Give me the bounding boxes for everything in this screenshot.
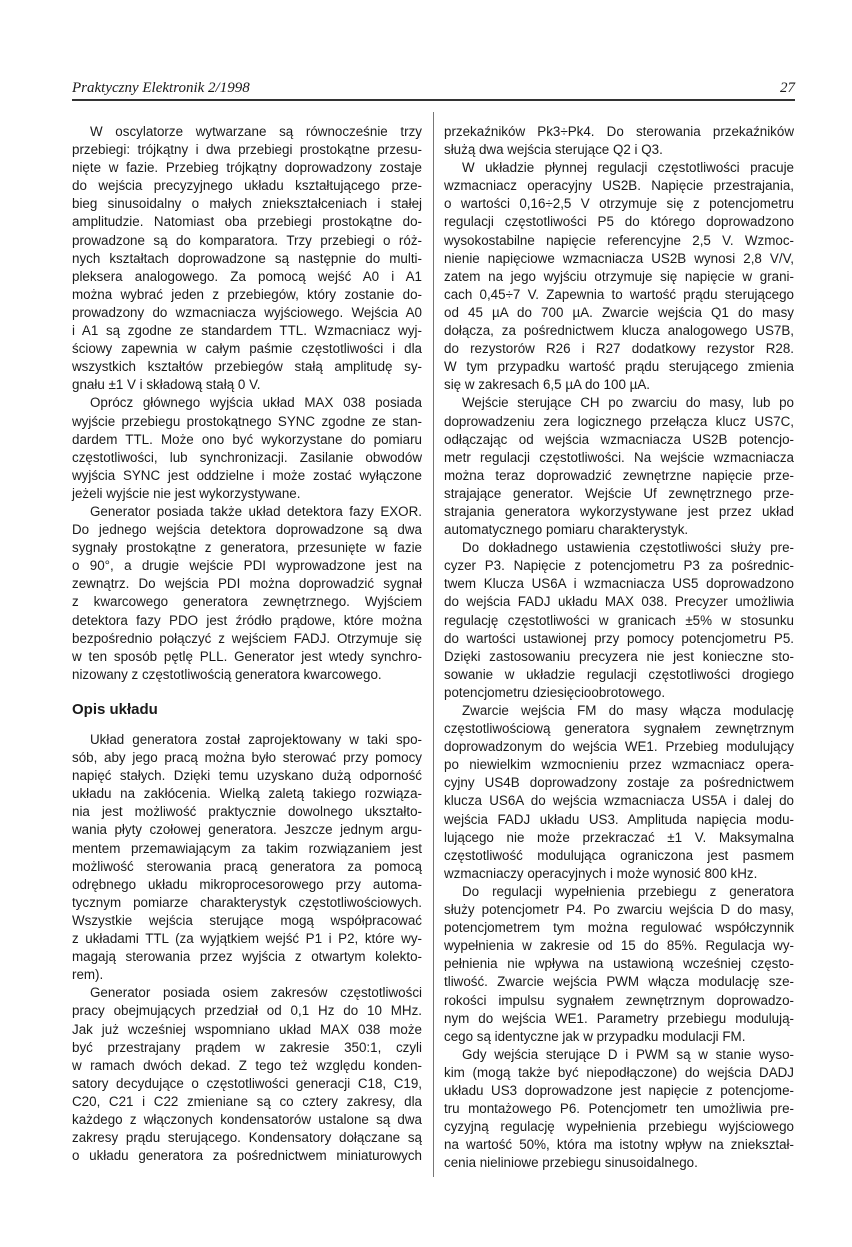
text-line: prowadzony do wzmacniacza wyjściowego. Wejścia A0 [72, 304, 422, 320]
paragraph [444, 123, 794, 159]
text-line: Jak już wcześniej wspomniano układ MAX 038 może [72, 1021, 422, 1037]
text-line: kim (mogą także być niepodłączone) do wejścia DADJ [444, 1064, 794, 1080]
text-line: zatem na jego wyjściu otrzymuje się napięcie w grani- [444, 268, 794, 284]
paragraph [444, 159, 794, 394]
text-line: Oprócz głównego wyjścia układ MAX 038 posiada [90, 395, 422, 411]
text-line: pełnienia nie wpływa na ustawioną wcześniej często- [444, 956, 794, 972]
text-line: nięte w fazie. Przebieg trójkątny doprowadzony zostaje [72, 160, 422, 176]
text-line: bieg sinusoidalny o małych zniekształceniach i stałej [72, 196, 422, 212]
text-line: tliwość. Zwarcie wejścia PWM włącza modulację sze- [444, 974, 794, 990]
text-line: na wartość 50%, która ma istotny wpływ na zniekształ- [444, 1137, 794, 1153]
text-line: doprowadzeniu zera logicznego przełącza klucz US7C, [444, 413, 794, 429]
paragraph [444, 702, 794, 883]
right-column [444, 123, 794, 1172]
paragraph [444, 883, 794, 1046]
text-line: Do dokładnego ustawienia częstotliwości służy pre- [462, 540, 794, 556]
text-line: Do regulacji wypełnienia przebiegu z generatora [462, 883, 794, 899]
text-line: częstotliwości, lub synchronizacji. Zasilanie obwodów [72, 449, 422, 465]
text-line: Gdy wejścia sterujące D i PWM są w stanie wyso- [462, 1046, 794, 1062]
text-line: cyjny US4B doprowadzony zostaje za pośrednictwem [444, 775, 794, 791]
text-line: detektora fazy PDO jest źródło prądowe, które można [72, 612, 422, 628]
text-line: po niewielkim wzmocnieniu przez wzmacniacz opera- [444, 757, 794, 773]
text-line: nym do wejścia WE1. Parametry przebiegu modulują- [444, 1010, 794, 1026]
text-line: częstotliwość modulująca ograniczona jest pasmem [444, 847, 794, 863]
text-line: W tym przypadku wartość prądu sterującego zmienia [444, 359, 794, 375]
text-line: Generator posiada także układ detektora fazy EXOR. [90, 503, 422, 519]
text-line: możliwość sterowania pracą generatora za pomocą [72, 858, 422, 874]
text-line: nienie napięciowe wzmacniacza US2B wynosi 2,8 V/V, [444, 250, 794, 266]
text-line: rokości impulsu sygnałem zewnętrznym doprowadzo- [444, 992, 794, 1008]
text-line: do wejścia FADJ układu MAX 038. Precyzer umożliwia [444, 594, 794, 610]
text-line: strajania generatora wykorzystywane jest przez układ [444, 503, 794, 519]
section-heading: Opis układu [72, 700, 158, 718]
text-line: dołącza, za pośrednictwem klucza analogowego US7B, [444, 323, 794, 339]
text-line: wysokostabilne napięcie referencyjne 2,5 V. Wzmoc- [444, 232, 794, 248]
text-line: do rezystorów R26 i R27 dodatkowy rezystor R28. [444, 341, 794, 357]
text-line: można teraz doprowadzić zewnętrzne napięcie prze- [444, 467, 794, 483]
text-line: Zwarcie wejścia FM do masy włącza modulację [462, 703, 794, 718]
text-line: w ramach dwóch dekad. Z tego też względu konden- [72, 1057, 422, 1073]
text-line: wyjście przebiegu prostokątnego SYNC zgodne ze stan- [72, 413, 422, 429]
text-line: układu na zakłócenia. Wielką zaletą takiego rozwiąza- [72, 786, 422, 802]
text-line: każdego z włączonych kondensatorów ustalone są dwa [72, 1111, 422, 1127]
text-line: cach 0,45÷7 V. Zapewnia to wartość prądu sterującego [444, 286, 794, 302]
text-line: pracy obejmujących przedział od 0,1 Hz do 10 MHz. [72, 1003, 422, 1019]
text-line: nych kształtach doprowadzone są następnie do multi- [72, 250, 422, 266]
text-line: zakresy prądu sterującego. Kondensatory dołączane są [72, 1130, 422, 1146]
text-line: nia jest możliwość praktycznie dowolnego ukształto- [72, 804, 422, 820]
text-line: Wejście sterujące CH po zwarciu do masy, lub po [462, 395, 794, 411]
text-line: cyzer P3. Napięcie z potencjometru P3 za pośrednic- [444, 558, 794, 574]
paragraph [72, 984, 422, 1165]
text-line: magają sterowania przez wyjścia z otwartym kolekto- [72, 949, 422, 965]
text-line: W oscylatorze wytwarzane są równocześnie trzy [90, 124, 422, 139]
text-line: w ten sposób pętlę PLL. Generator jest wtedy synchro- [72, 648, 422, 664]
text-line: napięć stałych. Dzięki temu uzyskano dużą odporność [72, 768, 422, 784]
text-line: twem Klucza US6A i wzmacniacza US5 doprowadzono [444, 576, 794, 592]
text-line: prowadzone są do komparatora. Trzy przebiegi o róż- [72, 232, 422, 248]
text-line: sób, aby jego pracą można było sterować przy pomocy [72, 750, 422, 766]
text-line: wzmacniaczy operacyjnych i może wynosić 800 kHz. [444, 865, 758, 881]
text-line: Układ generatora został zaprojektowany w taki spo- [90, 732, 422, 747]
text-line: od 45 µA do 700 µA. Zwarcie wejścia Q1 do masy [444, 304, 794, 320]
paragraph [444, 539, 794, 702]
text-line: z układami TTL (za wyjątkiem wejść P1 i P2, które wy- [72, 931, 422, 947]
text-line: rem). [72, 967, 104, 983]
text-line: klucza US6A do wejścia wzmacniacza US5A i dalej do [444, 793, 794, 809]
text-line: satory decydujące o częstotliwości generacji C18, C19, [72, 1075, 422, 1091]
text-line: cego są identyczne jak w przypadku modulacji FM. [444, 1028, 746, 1044]
text-line: regulację częstotliwości w granicach ±5% w stosunku [444, 612, 794, 628]
text-line: przekaźników Pk3÷Pk4. Do sterowania przekaźników [444, 124, 794, 139]
text-line: i A1 są zgodne ze standardem TTL. Wzmacniacz wyj- [72, 323, 422, 339]
text-line: cyzyjną regulację wypełnienia przebiegu wyjściowego [444, 1119, 794, 1135]
text-line: służą dwa wejścia sterujące Q2 i Q3. [444, 142, 663, 158]
text-line: Generator posiada osiem zakresów częstotliwości [90, 985, 422, 1001]
text-line: amplitudzie. Natomiast oba przebiegi prostokątne do- [72, 214, 422, 230]
text-line: o 90°, a drugie wejście PDI wyprowadzone jest na [72, 558, 422, 574]
text-line: sygnały prostokątne z generatora, przesunięte w fazie [72, 540, 422, 556]
text-line: z kwarcowego generatora zewnętrznego. Wyjściem [72, 594, 422, 610]
left-column [72, 123, 422, 1165]
text-line: Dzięki zastosowaniu precyzera nie jest konieczne sto- [444, 648, 794, 664]
text-line: jeżeli wyjście nie jest wykorzystywane. [72, 485, 301, 501]
text-line: wypełnienia w zakresie od 15 do 85%. Regulacja wy- [444, 938, 794, 954]
text-line: ściowy zapewnia w całym paśmie częstotliwości i dla [72, 341, 422, 357]
text-line: wania płyty czołowej generatora. Jeszcze jednym argu- [72, 822, 422, 838]
text-line: być przestrajany prądem w zakresie 350:1, czyli [72, 1039, 422, 1055]
text-line: doprowadzonym do wejścia WE1. Przebieg modulujący [444, 739, 794, 755]
text-line: tru montażowego P6. Potencjometr ten umożliwia pre- [444, 1101, 794, 1117]
text-line: do wejścia precyzyjnego układu kształtującego prze- [72, 178, 422, 194]
text-line: dardem TTL. Może ono być wykorzystane do pomiaru [72, 431, 422, 447]
text-line: lującego nie może przekraczać ±1 V. Maksymalna [444, 829, 794, 845]
paragraph [72, 394, 422, 503]
column-divider [433, 112, 434, 1177]
text-line: tycznym pomiarze charakterystyk częstotliwościowych. [72, 894, 422, 910]
text-line: regulacji częstotliwości P5 do którego doprowadzono [444, 214, 794, 230]
header-rule [72, 99, 795, 101]
text-line: potencjometrem tym można regulować współczynnik [444, 920, 794, 936]
text-line: układu US3 doprowadzone jest napięcie z potencjome- [444, 1082, 794, 1098]
text-line: bezpośrednio połączyć z wejściem FADJ. Otrzymuje się [72, 630, 422, 646]
text-line: zewnątrz. Do wejścia PDI można doprowadzić sygnał [72, 576, 422, 592]
text-line: odłączając od wejścia wzmacniacza US2B potencjo- [444, 431, 794, 447]
text-line: metr regulacji częstotliwości. Na wejście wzmacniacza [444, 449, 794, 465]
page-number: 27 [780, 80, 795, 96]
text-line: sowanie w układzie regulacji częstotliwości drogiego [444, 666, 794, 682]
text-line: służy potencjometr P4. Po zwarciu wejścia D do masy, [444, 902, 794, 918]
text-line: wyjścia SYNC jest oddzielne i może zostać wyłączone [72, 467, 422, 483]
text-line: automatycznego pomiaru charakterystyk. [444, 522, 689, 538]
paragraph [444, 1046, 794, 1173]
text-line: przebiegi: trójkątny i dwa przebiegi prostokątne przesu- [72, 142, 422, 158]
text-line: wszystkich kształtów przebiegów stałą amplitudę sy- [72, 359, 422, 375]
text-line: W układzie płynnej regulacji częstotliwości pracuje [462, 160, 794, 176]
text-line: Do jednego wejścia detektora doprowadzone są dwa [72, 522, 422, 538]
text-line: wejścia FADJ układu US3. Amplituda napięcia modu- [444, 811, 794, 827]
text-line: cenia nieliniowe przebiegu sinusoidalnego. [444, 1155, 698, 1171]
paragraph [72, 731, 422, 984]
text-line: mentem przemawiającym za takim rozwiązaniem jest [72, 840, 422, 856]
text-line: się w zakresach 6,5 µA do 100 µA. [444, 377, 650, 393]
text-line: pleksera analogowego. Za pomocą wejść A0 i A1 [72, 268, 422, 284]
text-line: potencjometru dziesięcioobrotowego. [444, 684, 666, 700]
text-line: strajające generator. Wejście Uf zewnętrznego prze- [444, 485, 794, 501]
text-line: do wartości ustawionej przy pomocy potencjometru P5. [444, 630, 794, 646]
text-line: Wszystkie wejścia sterujące mogą współpracować [72, 912, 422, 928]
text-line: o wartości 0,16÷2,5 V otrzymuje się z potencjometru [444, 196, 794, 212]
text-line: gnału ±1 V i składową stałą 0 V. [72, 377, 261, 393]
text-line: o układu generatora za pośrednictwem miniaturowych [72, 1148, 422, 1164]
text-line: nizowany z częstotliwością generatora kwarcowego. [72, 666, 382, 682]
text-line: można wybrać jeden z przebiegów, który zostanie do- [72, 286, 422, 302]
paragraph [444, 394, 794, 539]
text-line: częstotliwościową generatora sygnałem zewnętrznym [444, 721, 794, 737]
text-line: odrębnego układu mikroprocesorowego przy automa- [72, 876, 422, 892]
paragraph [72, 503, 422, 684]
running-header-title: Praktyczny Elektronik 2/1998 [72, 80, 250, 96]
paragraph [72, 123, 422, 394]
text-line: C20, C21 i C22 zmieniane są co cztery zakresy, dla [72, 1093, 422, 1109]
text-line: wzmacniacz operacyjny US2B. Napięcie przestrajania, [444, 178, 794, 194]
